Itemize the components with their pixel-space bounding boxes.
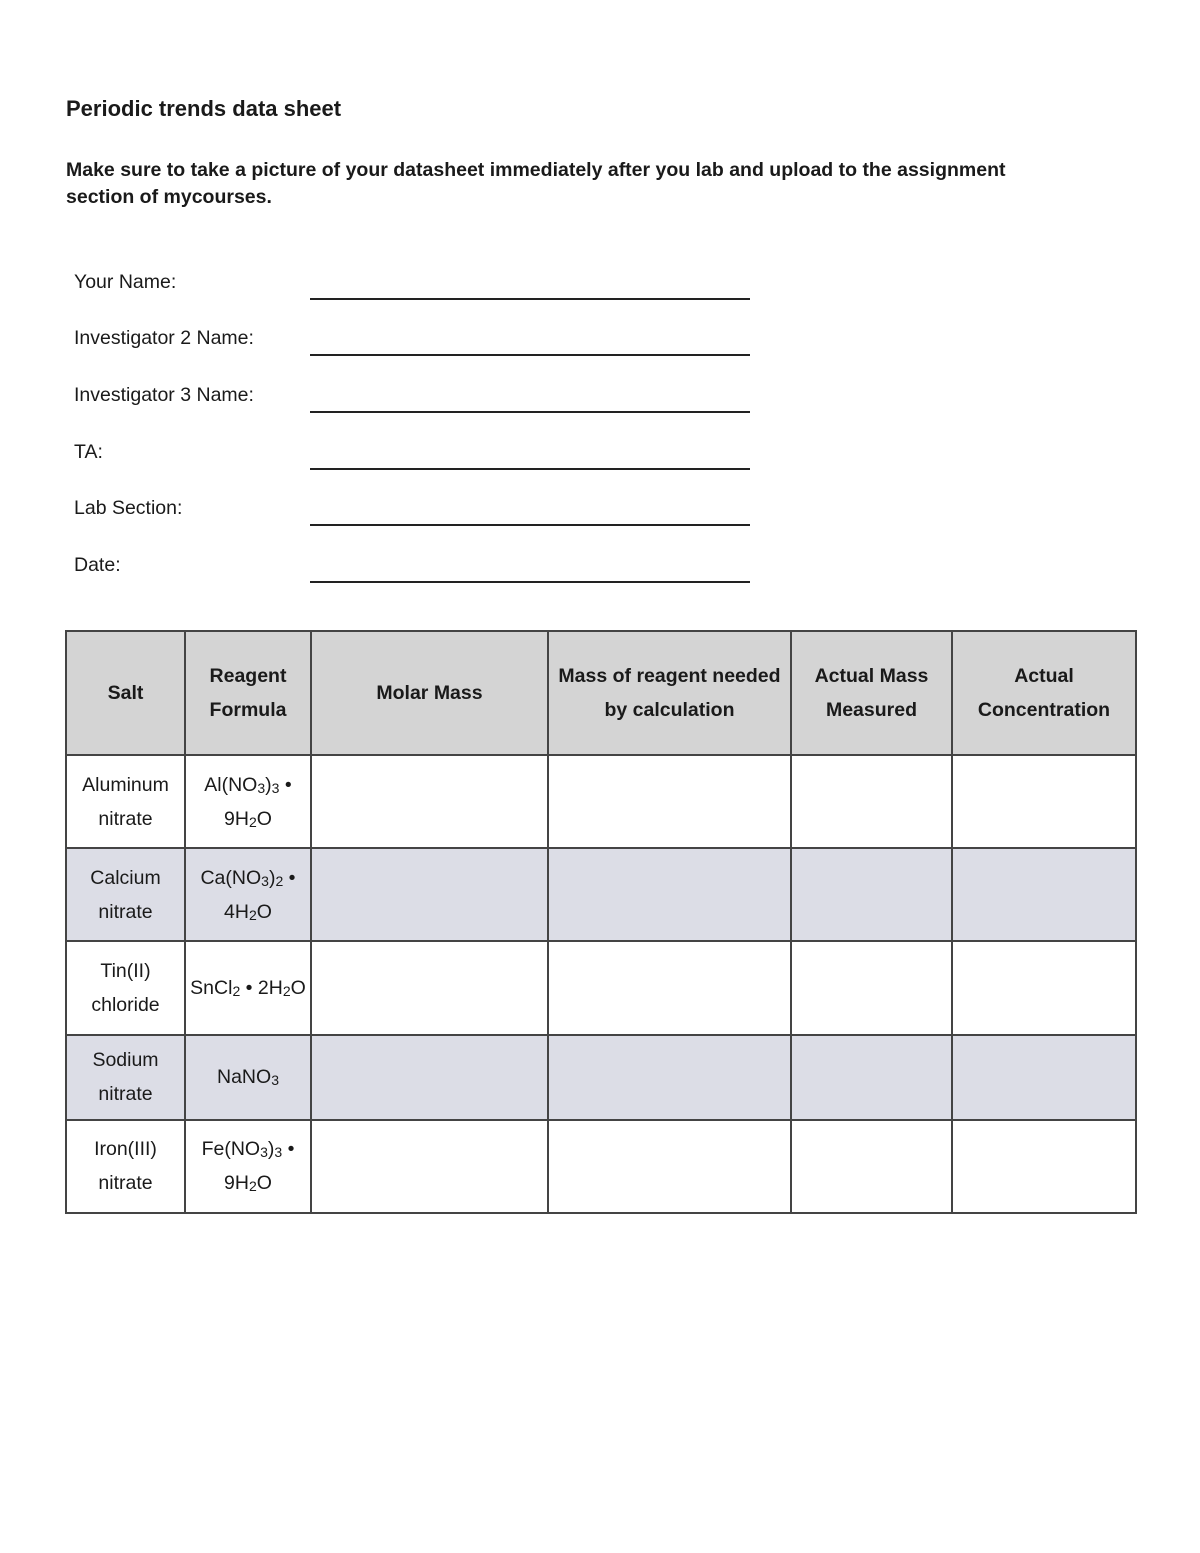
lab-section-label: Lab Section: — [74, 497, 183, 519]
molar-mass-cell[interactable] — [311, 941, 548, 1034]
table-row — [66, 755, 1136, 848]
formula-cell: $Ca(NO_3)_2$ • $4H_2O$ — [185, 848, 311, 941]
header-reagent-formula: Reagent Formula — [185, 631, 311, 755]
ta-label: TA: — [74, 441, 103, 463]
your-name-label: Your Name: — [74, 271, 177, 293]
actual-mass-cell[interactable] — [791, 848, 952, 941]
salt-cell: Tin(II) chloride — [66, 941, 185, 1034]
table-row — [66, 1035, 1136, 1120]
actual-concentration-cell[interactable] — [952, 755, 1136, 848]
table-header-row — [66, 631, 1136, 755]
investigator-3-line[interactable] — [310, 411, 750, 413]
formula-cell: $Al(NO_3)_3$ • $9H_2O$ — [185, 755, 311, 848]
date-label: Date: — [74, 554, 121, 576]
data-table — [65, 630, 1137, 1214]
mass-needed-cell[interactable] — [548, 941, 791, 1034]
actual-mass-cell[interactable] — [791, 755, 952, 848]
salt-cell: Calcium nitrate — [66, 848, 185, 941]
investigator-2-line[interactable] — [310, 354, 750, 356]
your-name-field — [74, 260, 754, 300]
header-actual-concentration: Actual Concentration — [952, 631, 1136, 755]
lab-section-field — [74, 486, 754, 526]
formula-cell: NaNO$_3$ — [185, 1035, 311, 1120]
actual-mass-cell[interactable] — [791, 1035, 952, 1120]
formula-cell: SnCl$_2$ • $2H_2O$ — [185, 941, 311, 1034]
actual-mass-cell[interactable] — [791, 941, 952, 1034]
actual-concentration-cell[interactable] — [952, 1120, 1136, 1213]
molar-mass-cell[interactable] — [311, 1035, 548, 1120]
table-row — [66, 848, 1136, 941]
actual-concentration-cell[interactable] — [952, 848, 1136, 941]
salt-cell: Sodium nitrate — [66, 1035, 185, 1120]
instructions-text: Make sure to take a picture of your datasheet immediately after you lab and upload to the assignment section of mycourses. — [66, 159, 1006, 208]
mass-needed-cell[interactable] — [548, 1035, 791, 1120]
page-title: Periodic trends data sheet — [66, 96, 342, 121]
actual-concentration-cell[interactable] — [952, 1035, 1136, 1120]
mass-needed-cell[interactable] — [548, 1120, 791, 1213]
molar-mass-cell[interactable] — [311, 1120, 548, 1213]
header-actual-mass: Actual Mass Measured — [791, 631, 952, 755]
formula-cell: $Fe(NO_3)_3$ • $9H_2O$ — [185, 1120, 311, 1213]
investigator-3-field — [74, 373, 754, 413]
your-name-line[interactable] — [310, 298, 750, 300]
actual-mass-cell[interactable] — [791, 1120, 952, 1213]
header-salt: Salt — [66, 631, 185, 755]
investigator-3-label: Investigator 3 Name: — [74, 384, 254, 406]
date-line[interactable] — [310, 581, 750, 583]
date-field — [74, 543, 754, 583]
mass-needed-cell[interactable] — [548, 755, 791, 848]
actual-concentration-cell[interactable] — [952, 941, 1136, 1034]
lab-section-line[interactable] — [310, 524, 750, 526]
header-mass-needed: Mass of reagent needed by calculation — [548, 631, 791, 755]
ta-line[interactable] — [310, 468, 750, 470]
header-molar-mass: Molar Mass — [311, 631, 548, 755]
molar-mass-cell[interactable] — [311, 848, 548, 941]
mass-needed-cell[interactable] — [548, 848, 791, 941]
investigator-2-field — [74, 316, 754, 356]
investigator-2-label: Investigator 2 Name: — [74, 327, 254, 349]
table-row — [66, 1120, 1136, 1213]
salt-cell: Iron(III) nitrate — [66, 1120, 185, 1213]
ta-field — [74, 430, 754, 470]
molar-mass-cell[interactable] — [311, 755, 548, 848]
table-row — [66, 941, 1136, 1034]
salt-cell: Aluminum nitrate — [66, 755, 185, 848]
